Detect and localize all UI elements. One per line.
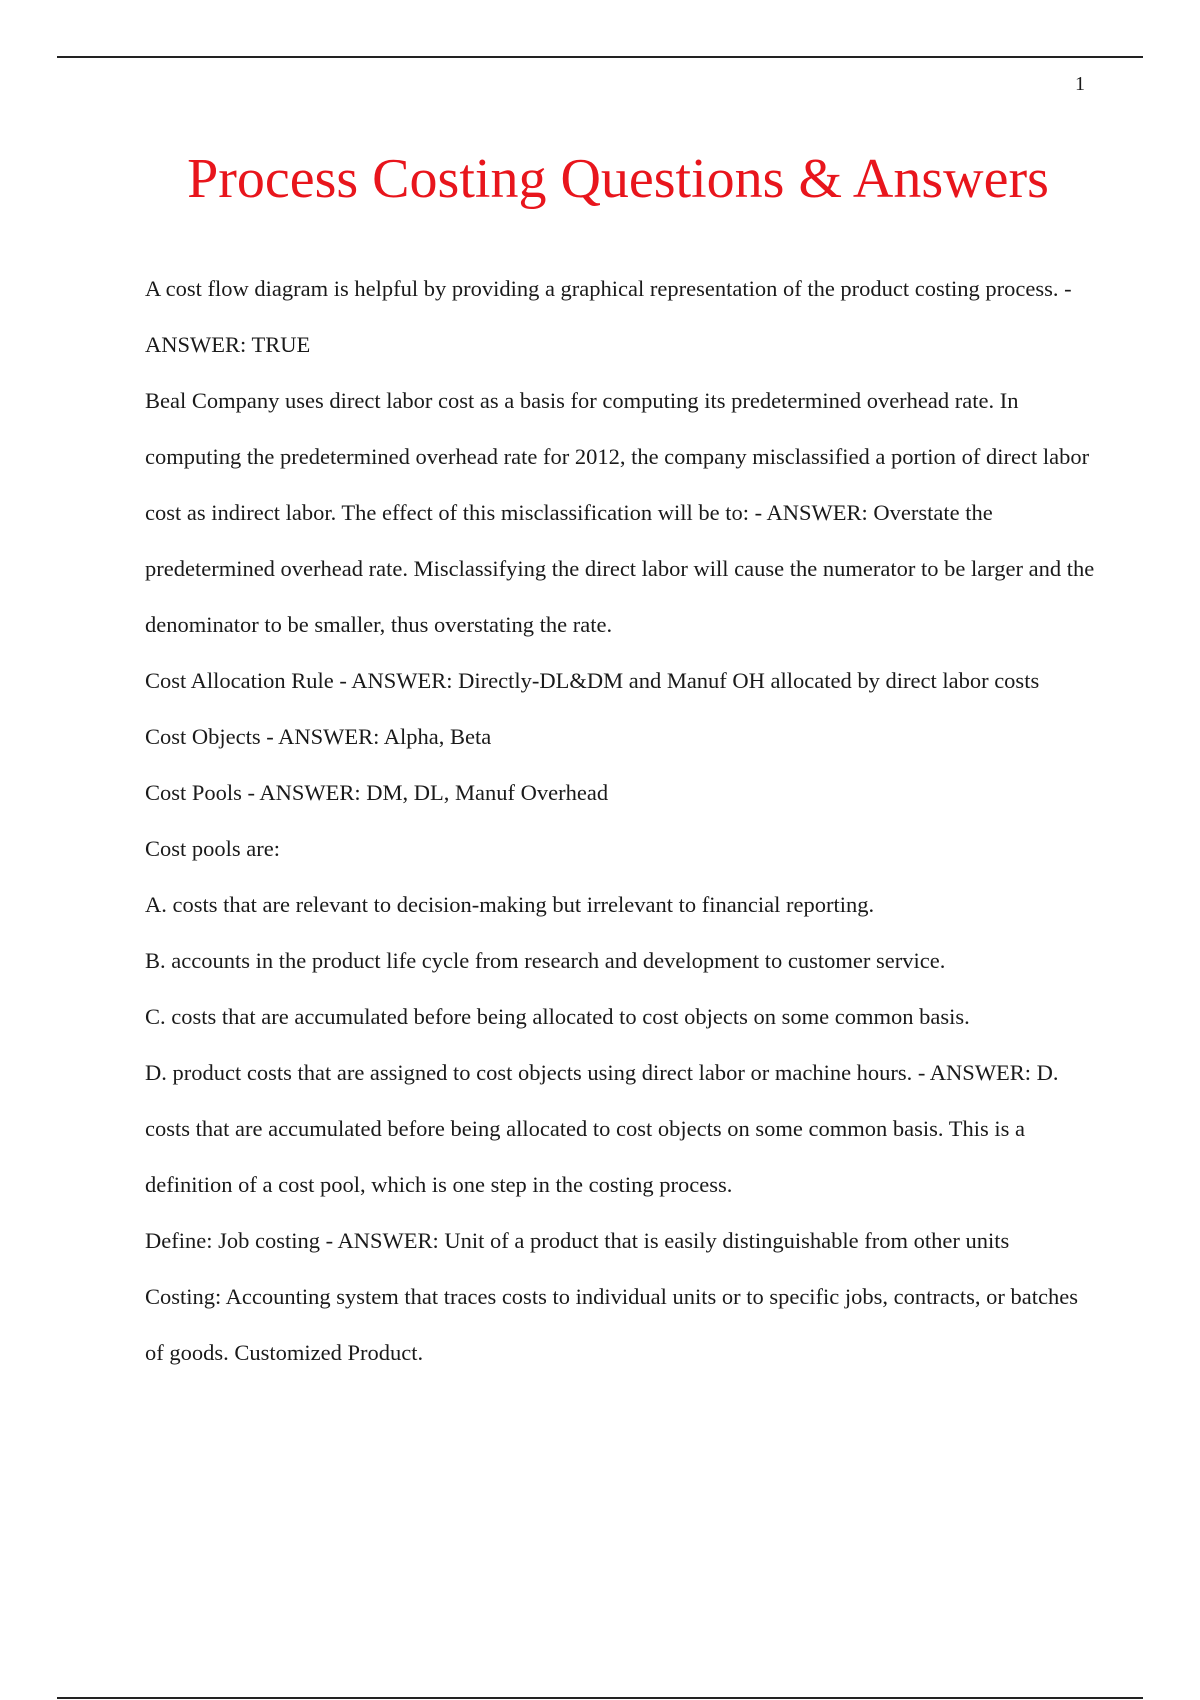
footer-rule — [57, 1697, 1143, 1699]
document-title: Process Costing Questions & Answers — [187, 148, 1049, 210]
qa-paragraph: Cost Allocation Rule - ANSWER: Directly-DL&DM and Manuf OH allocated by direct labor costs — [145, 668, 1040, 693]
answer-option: A. costs that are relevant to decision-making but irrelevant to financial reporting. — [145, 892, 875, 917]
header-rule — [57, 56, 1143, 58]
page-number: 1 — [1075, 73, 1085, 95]
answer-option: C. costs that are accumulated before being allocated to cost objects on some common basis. — [145, 1004, 970, 1029]
qa-paragraph: Define: Job costing - ANSWER: Unit of a product that is easily distinguishable from other units — [145, 1228, 1010, 1253]
qa-paragraph: Beal Company uses direct labor cost as a basis for computing its predetermined overhead rate. In computing the predetermined overhead rate for 2012, the company misclassified a portion of direct labor cost as indirect labor. The effect of this misclassification will be to: - ANSWER: Overstate the predetermined overhead rate. Misclassifying the direct labor will cause the numerator to be larger and the denominator to be smaller, thus overstating the rate. — [145, 388, 1095, 637]
qa-paragraph: Cost Pools - ANSWER: DM, DL, Manuf Overhead — [145, 780, 609, 805]
answer-option: D. product costs that are assigned to cost objects using direct labor or machine hours. - ANSWER: D. costs that are accumulated before being allocated to cost objects on some common basis. This is a definition of a cost pool, which is one step in the costing process. — [145, 1060, 1059, 1197]
qa-paragraph: Cost Objects - ANSWER: Alpha, Beta — [145, 724, 492, 749]
qa-paragraph: Costing: Accounting system that traces costs to individual units or to specific jobs, contracts, or batches of goods. Customized Product. — [145, 1284, 1078, 1365]
answer-option: B. accounts in the product life cycle from research and development to customer service. — [145, 948, 946, 973]
question-stem: Cost pools are: — [145, 836, 280, 861]
qa-paragraph: A cost flow diagram is helpful by providing a graphical representation of the product costing process. - ANSWER: TRUE — [145, 276, 1072, 357]
document-body — [145, 261, 1095, 1381]
